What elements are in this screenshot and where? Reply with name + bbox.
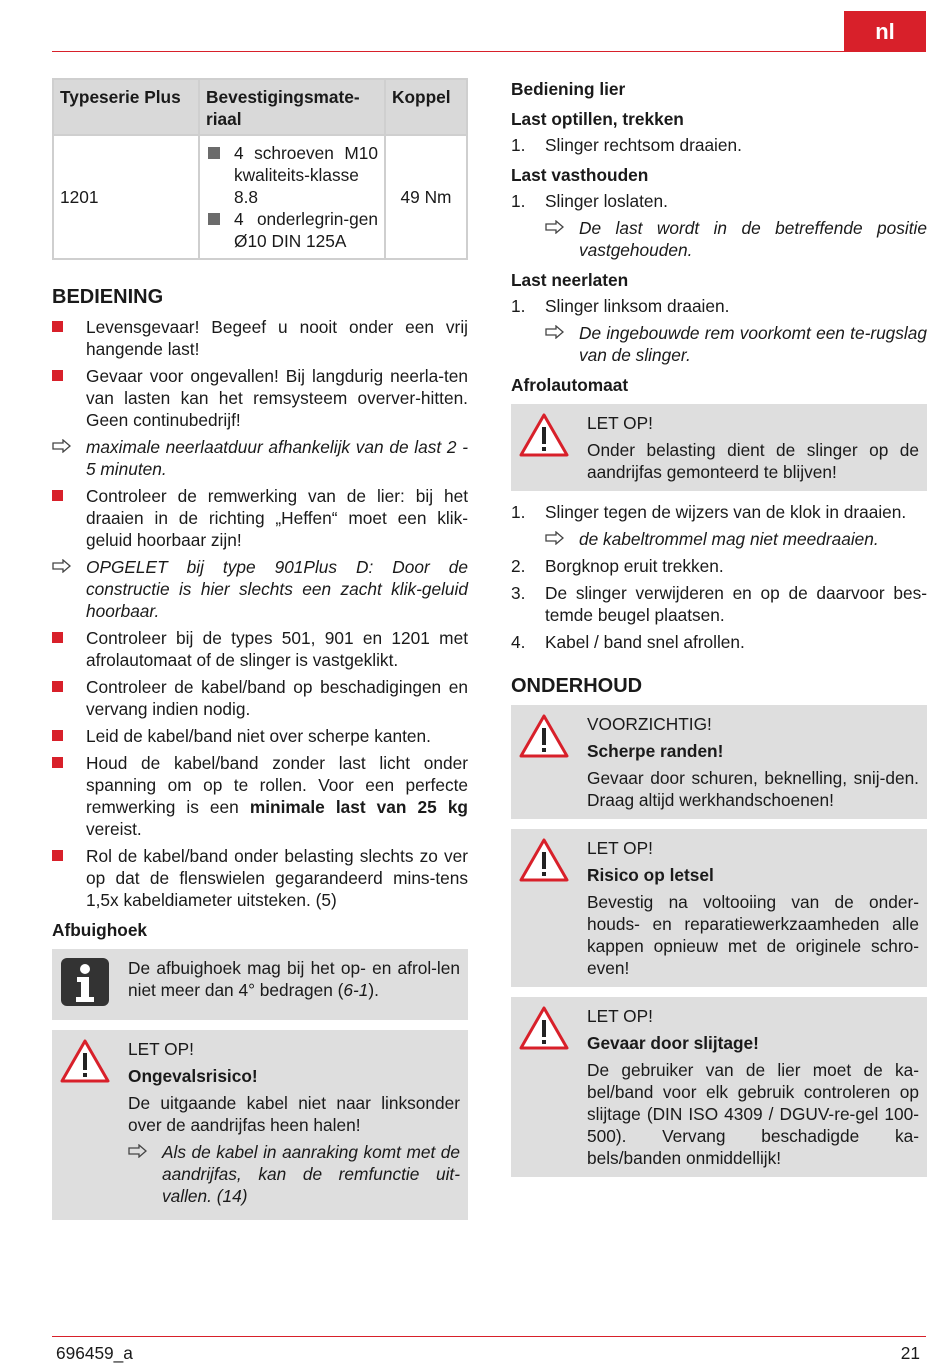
result-item: OPGELET bij type 901Plus D: Door de constructie is hier slechts een zacht klik-geluid hoorbaar. xyxy=(52,556,468,622)
result-item: Als de kabel in aanraking komt met de aandrijfas, kan de remfunctie uit-vallen. (14) xyxy=(128,1141,460,1207)
warning-subtitle: Gevaar door slijtage! xyxy=(587,1033,759,1053)
arrow-icon xyxy=(545,322,579,366)
arrow-icon xyxy=(52,436,86,480)
warning-text: Bevestig na voltooiing van de onder-houds- en reparatiewerkzaamheden alle kappen opnieuw met de originele schro-even! xyxy=(587,892,919,978)
list-item: Leid de kabel/band niet over scherpe kanten. xyxy=(52,725,468,747)
list-item: Houd de kabel/band zonder last licht onder spanning om op te rollen. Voor een perfecte remwerking is een minimale last van 25 kg vereist. xyxy=(52,752,468,840)
section-title-bediening: BEDIENING xyxy=(52,286,164,308)
bullet-icon xyxy=(52,681,63,692)
language-tab: nl xyxy=(844,11,926,52)
list-item: Controleer bij de types 501, 901 en 1201 met afrolautomaat of de slinger is vastgeklikt. xyxy=(52,627,468,671)
bullet-icon xyxy=(52,370,63,381)
warning-icon xyxy=(60,1038,128,1212)
list-item: Rol de kabel/band onder belasting slechts zo ver op dat de flenswielen gegarandeerd mins-tens 1,5x kabeldiameter uitsteken. (5) xyxy=(52,845,468,911)
warning-icon xyxy=(519,412,587,483)
arrow-icon xyxy=(52,556,86,622)
section-title-onderhoud: ONDERHOUD xyxy=(511,675,643,697)
footer-rule xyxy=(52,1336,926,1337)
bullet-icon xyxy=(52,490,63,501)
table-cell-material xyxy=(199,135,385,259)
page-number: 21 xyxy=(900,1343,920,1363)
step-item: 1. Slinger loslaten. xyxy=(511,191,668,211)
bullet-icon xyxy=(52,757,63,768)
warning-icon xyxy=(519,713,587,811)
bullet-icon xyxy=(52,632,63,643)
warning-box xyxy=(52,1030,468,1220)
bullet-icon xyxy=(52,850,63,861)
info-box: De afbuighoek mag bij het op- en afrol-len niet meer dan 4° bedragen (6-1). xyxy=(52,949,468,1020)
result-item: maximale neerlaatduur afhankelijk van de last 2 - 5 minuten. xyxy=(52,436,468,480)
bullet-icon xyxy=(52,321,63,332)
result-item: De last wordt in de betreffende positie vastgehouden. xyxy=(545,217,927,261)
warning-text: Gevaar door schuren, beknelling, snij-den. Draag altijd werkhandschoenen! xyxy=(587,768,919,810)
warning-icon xyxy=(519,1005,587,1169)
arrow-icon xyxy=(545,217,579,261)
step-item: 4. Kabel / band snel afrollen. xyxy=(511,632,745,652)
result-item: de kabeltrommel mag niet meedraaien. xyxy=(545,528,927,550)
warning-box xyxy=(511,997,927,1177)
warning-title: LET OP! xyxy=(587,1006,653,1026)
warning-title: LET OP! xyxy=(587,413,653,433)
square-bullet-icon xyxy=(208,213,220,225)
list-item: 4 schroeven M10 kwaliteits-klasse 8.8 xyxy=(206,142,378,208)
subsection-title-bediening-lier: Bediening lier xyxy=(511,79,626,99)
list-item: Gevaar voor ongevallen! Bij langdurig neerla-ten van lasten kan het remsysteem overver-hitten. Geen continubedrijf! xyxy=(52,365,468,431)
arrow-icon xyxy=(545,528,579,550)
spec-table xyxy=(52,78,468,260)
table-header-torque: Koppel xyxy=(385,79,467,135)
warning-text: De gebruiker van de lier moet de ka-bel/band voor elk gebruik controleren op slijtage (DIN ISO 4309 / DGUV-re-gel 100-500). Vervang beschadigde ka-bels/banden onmiddellijk! xyxy=(587,1060,919,1168)
step-item: 1. Slinger tegen de wijzers van de klok in draaien. xyxy=(511,502,907,522)
step-item: 2. Borgknop eruit trekken. xyxy=(511,556,724,576)
left-column xyxy=(52,78,468,1230)
subsection-title-afrolautomaat: Afrolautomaat xyxy=(511,375,629,395)
info-icon xyxy=(60,957,128,1012)
result-item: De ingebouwde rem voorkomt een te-rugslag van de slinger. xyxy=(545,322,927,366)
list-item: Levensgevaar! Begeef u nooit onder een vrij hangende last! xyxy=(52,316,468,360)
step-item: 1. Slinger rechtsom draaien. xyxy=(511,135,742,155)
square-bullet-icon xyxy=(208,147,220,159)
caution-box xyxy=(511,705,927,819)
subsection-title-last-optillen: Last optillen, trekken xyxy=(511,109,684,129)
table-cell-model: 1201 xyxy=(53,135,199,259)
warning-icon xyxy=(519,837,587,979)
warning-title: LET OP! xyxy=(587,838,653,858)
warning-text: Onder belasting dient de slinger op de aandrijfas gemonteerd te blijven! xyxy=(587,440,919,482)
arrow-icon xyxy=(128,1141,162,1207)
warning-subtitle: Risico op letsel xyxy=(587,865,714,885)
warning-box xyxy=(511,404,927,491)
list-item: 4 onderlegrin-gen Ø10 DIN 125A xyxy=(206,208,378,252)
table-header-type: Typeserie Plus xyxy=(53,79,199,135)
warning-subtitle: Scherpe randen! xyxy=(587,741,724,761)
subsection-title-last-vasthouden: Last vasthouden xyxy=(511,165,649,185)
table-header-material: Bevestigingsmate-riaal xyxy=(199,79,385,135)
warning-title: LET OP! xyxy=(128,1039,194,1059)
right-column xyxy=(511,78,927,1187)
document-number: 696459_a xyxy=(56,1343,133,1363)
step-item: 1. Slinger linksom draaien. xyxy=(511,296,730,316)
minimum-load-emphasis: minimale last van 25 kg xyxy=(249,797,468,817)
list-item: Controleer de kabel/band op beschadigingen en vervang indien nodig. xyxy=(52,676,468,720)
table-cell-torque: 49 Nm xyxy=(385,135,467,259)
subsection-title-afbuighoek: Afbuighoek xyxy=(52,920,148,940)
list-item: Controleer de remwerking van de lier: bij het draaien in de richting „Heffen“ moet een klik-geluid hoorbaar zijn! xyxy=(52,485,468,551)
warning-title: VOORZICHTIG! xyxy=(587,714,712,734)
warning-subtitle: Ongevalsrisico! xyxy=(128,1066,258,1086)
subsection-title-last-neerlaten: Last neerlaten xyxy=(511,270,629,290)
step-item: 3. De slinger verwijderen en op de daarvoor bes-temde beugel plaatsen. xyxy=(511,583,927,625)
warning-box xyxy=(511,829,927,987)
bullet-icon xyxy=(52,730,63,741)
warning-text: De uitgaande kabel niet naar linksonder over de aandrijfas heen halen! xyxy=(128,1093,460,1135)
header-rule xyxy=(52,51,926,52)
